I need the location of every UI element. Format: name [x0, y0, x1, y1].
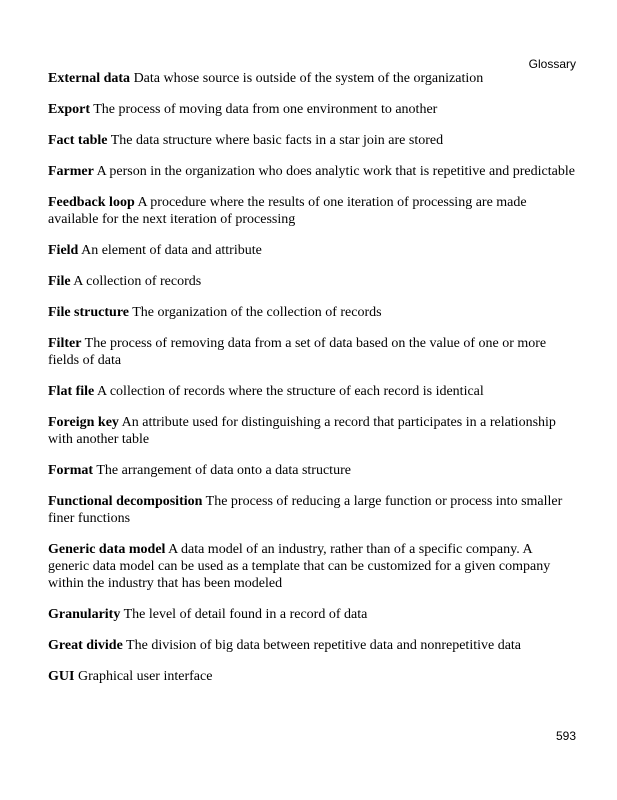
- glossary-term: Great divide: [48, 638, 123, 653]
- glossary-term: Flat file: [48, 384, 95, 399]
- glossary-definition: The process of moving data from one environment to another: [93, 102, 438, 117]
- glossary-entry: [48, 101, 576, 118]
- glossary-term: Export: [48, 102, 90, 117]
- page-number: 593: [555, 729, 576, 743]
- glossary-definition: A collection of records: [73, 274, 202, 289]
- glossary-definition: A data model of an industry, rather than of a specific company. A generic data model can be used as a template that can be customized for a given company within the industry that has been modeled: [48, 542, 551, 591]
- glossary-term: Granularity: [48, 607, 121, 622]
- glossary-definition: The organization of the collection of records: [132, 305, 382, 320]
- glossary-term: Feedback loop: [48, 195, 135, 210]
- running-head: Glossary: [528, 57, 576, 71]
- glossary-definition: A procedure where the results of one iteration of processing are made available for the next iteration of processing: [48, 195, 527, 227]
- glossary-entry: [48, 541, 576, 592]
- glossary-entry: [48, 637, 576, 654]
- glossary-definition: An attribute used for distinguishing a record that participates in a relationship with another table: [48, 415, 556, 447]
- glossary-entry: [48, 304, 576, 321]
- glossary-entry: [48, 493, 576, 527]
- glossary-term: Generic data model: [48, 542, 166, 557]
- glossary-term: Format: [48, 463, 94, 478]
- glossary-definition: Data whose source is outside of the system of the organization: [133, 71, 484, 86]
- glossary-entry: [48, 462, 576, 479]
- glossary-entry: [48, 132, 576, 149]
- glossary-definition: The arrangement of data onto a data structure: [96, 463, 351, 478]
- glossary-definition: An element of data and attribute: [81, 243, 262, 258]
- glossary-definition: A person in the organization who does analytic work that is repetitive and predictable: [96, 164, 575, 179]
- glossary-term: GUI: [48, 669, 75, 684]
- glossary-definition: The data structure where basic facts in a star join are stored: [110, 133, 444, 148]
- glossary-entry: [48, 668, 576, 685]
- glossary-term: Foreign key: [48, 415, 119, 430]
- glossary-entry: [48, 70, 576, 87]
- glossary-term: Filter: [48, 336, 82, 351]
- glossary-definition: The level of detail found in a record of data: [123, 607, 368, 622]
- glossary-entry: [48, 273, 576, 290]
- glossary-term: File structure: [48, 305, 129, 320]
- glossary-entry: [48, 606, 576, 623]
- glossary-term: Farmer: [48, 164, 94, 179]
- glossary-term: Field: [48, 243, 79, 258]
- glossary-term: Functional decomposition: [48, 494, 203, 509]
- glossary-entry: [48, 414, 576, 448]
- glossary-entry: [48, 194, 576, 228]
- glossary-definition: Graphical user interface: [77, 669, 213, 684]
- glossary-term: File: [48, 274, 71, 289]
- glossary-entry: [48, 335, 576, 369]
- glossary-list: [48, 70, 576, 699]
- glossary-definition: The process of reducing a large function or process into smaller finer functions: [48, 494, 563, 526]
- glossary-entry: [48, 163, 576, 180]
- glossary-term: External data: [48, 71, 131, 86]
- glossary-definition: A collection of records where the structure of each record is identical: [97, 384, 484, 399]
- glossary-definition: The process of removing data from a set of data based on the value of one or more fields of data: [48, 336, 547, 368]
- glossary-entry: [48, 383, 576, 400]
- glossary-entry: [48, 242, 576, 259]
- glossary-definition: The division of big data between repetitive data and nonrepetitive data: [126, 638, 522, 653]
- glossary-term: Fact table: [48, 133, 108, 148]
